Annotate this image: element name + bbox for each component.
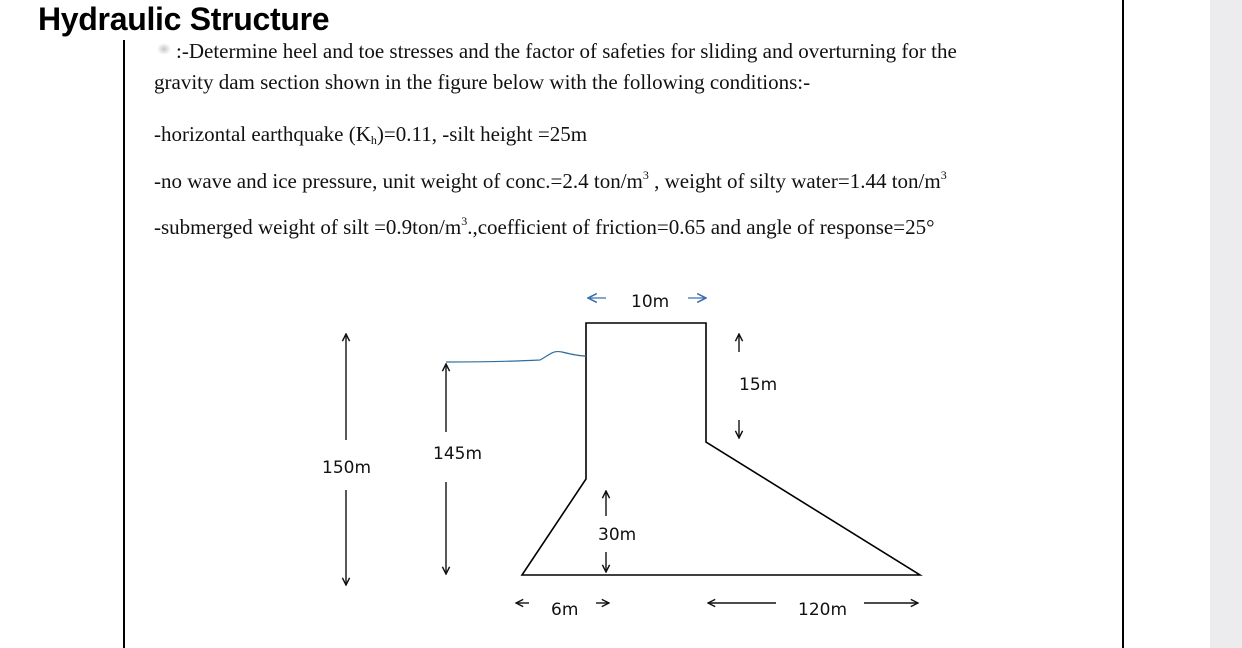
heel-height-label: 30m	[598, 525, 637, 545]
total-height-label: 150m	[322, 458, 372, 478]
problem-intro-line-2: gravity dam section shown in the figure below with the following conditions:-	[154, 70, 811, 94]
intro-text-1: :-Determine heel and toe stresses and the factor of safeties for sliding and overturning for the	[176, 39, 957, 63]
cond1-text-b: )=0.11, -silt height =25m	[376, 122, 588, 146]
water-height-label: 145m	[433, 444, 483, 464]
heel-width-label: 6m	[551, 600, 579, 620]
top-width-label: 10m	[631, 292, 670, 312]
cond3-superscript: 3	[461, 214, 468, 228]
toe-width-label: 120m	[798, 600, 848, 620]
dam-outline	[522, 323, 920, 575]
cond2-superscript-1: 3	[642, 168, 649, 182]
cond2-text-b: , weight of silty water=1.44 ton/m	[648, 169, 941, 193]
cond3-text-b: .,coefficient of friction=0.65 and angle of response=25°	[467, 215, 935, 239]
page-title: Hydraulic Structure	[38, 1, 330, 37]
cond1-subscript: h	[370, 133, 377, 147]
cond2-text-a: -no wave and ice pressure, unit weight of conc.=2.4 ton/m	[154, 169, 643, 193]
water-surface-line	[446, 352, 586, 362]
top-height-label: 15m	[739, 375, 778, 395]
cond2-superscript-2: 3	[940, 168, 947, 182]
cond3-text-a: -submerged weight of silt =0.9ton/m	[154, 215, 462, 239]
cond1-text-a: -horizontal earthquake (K	[154, 122, 371, 146]
